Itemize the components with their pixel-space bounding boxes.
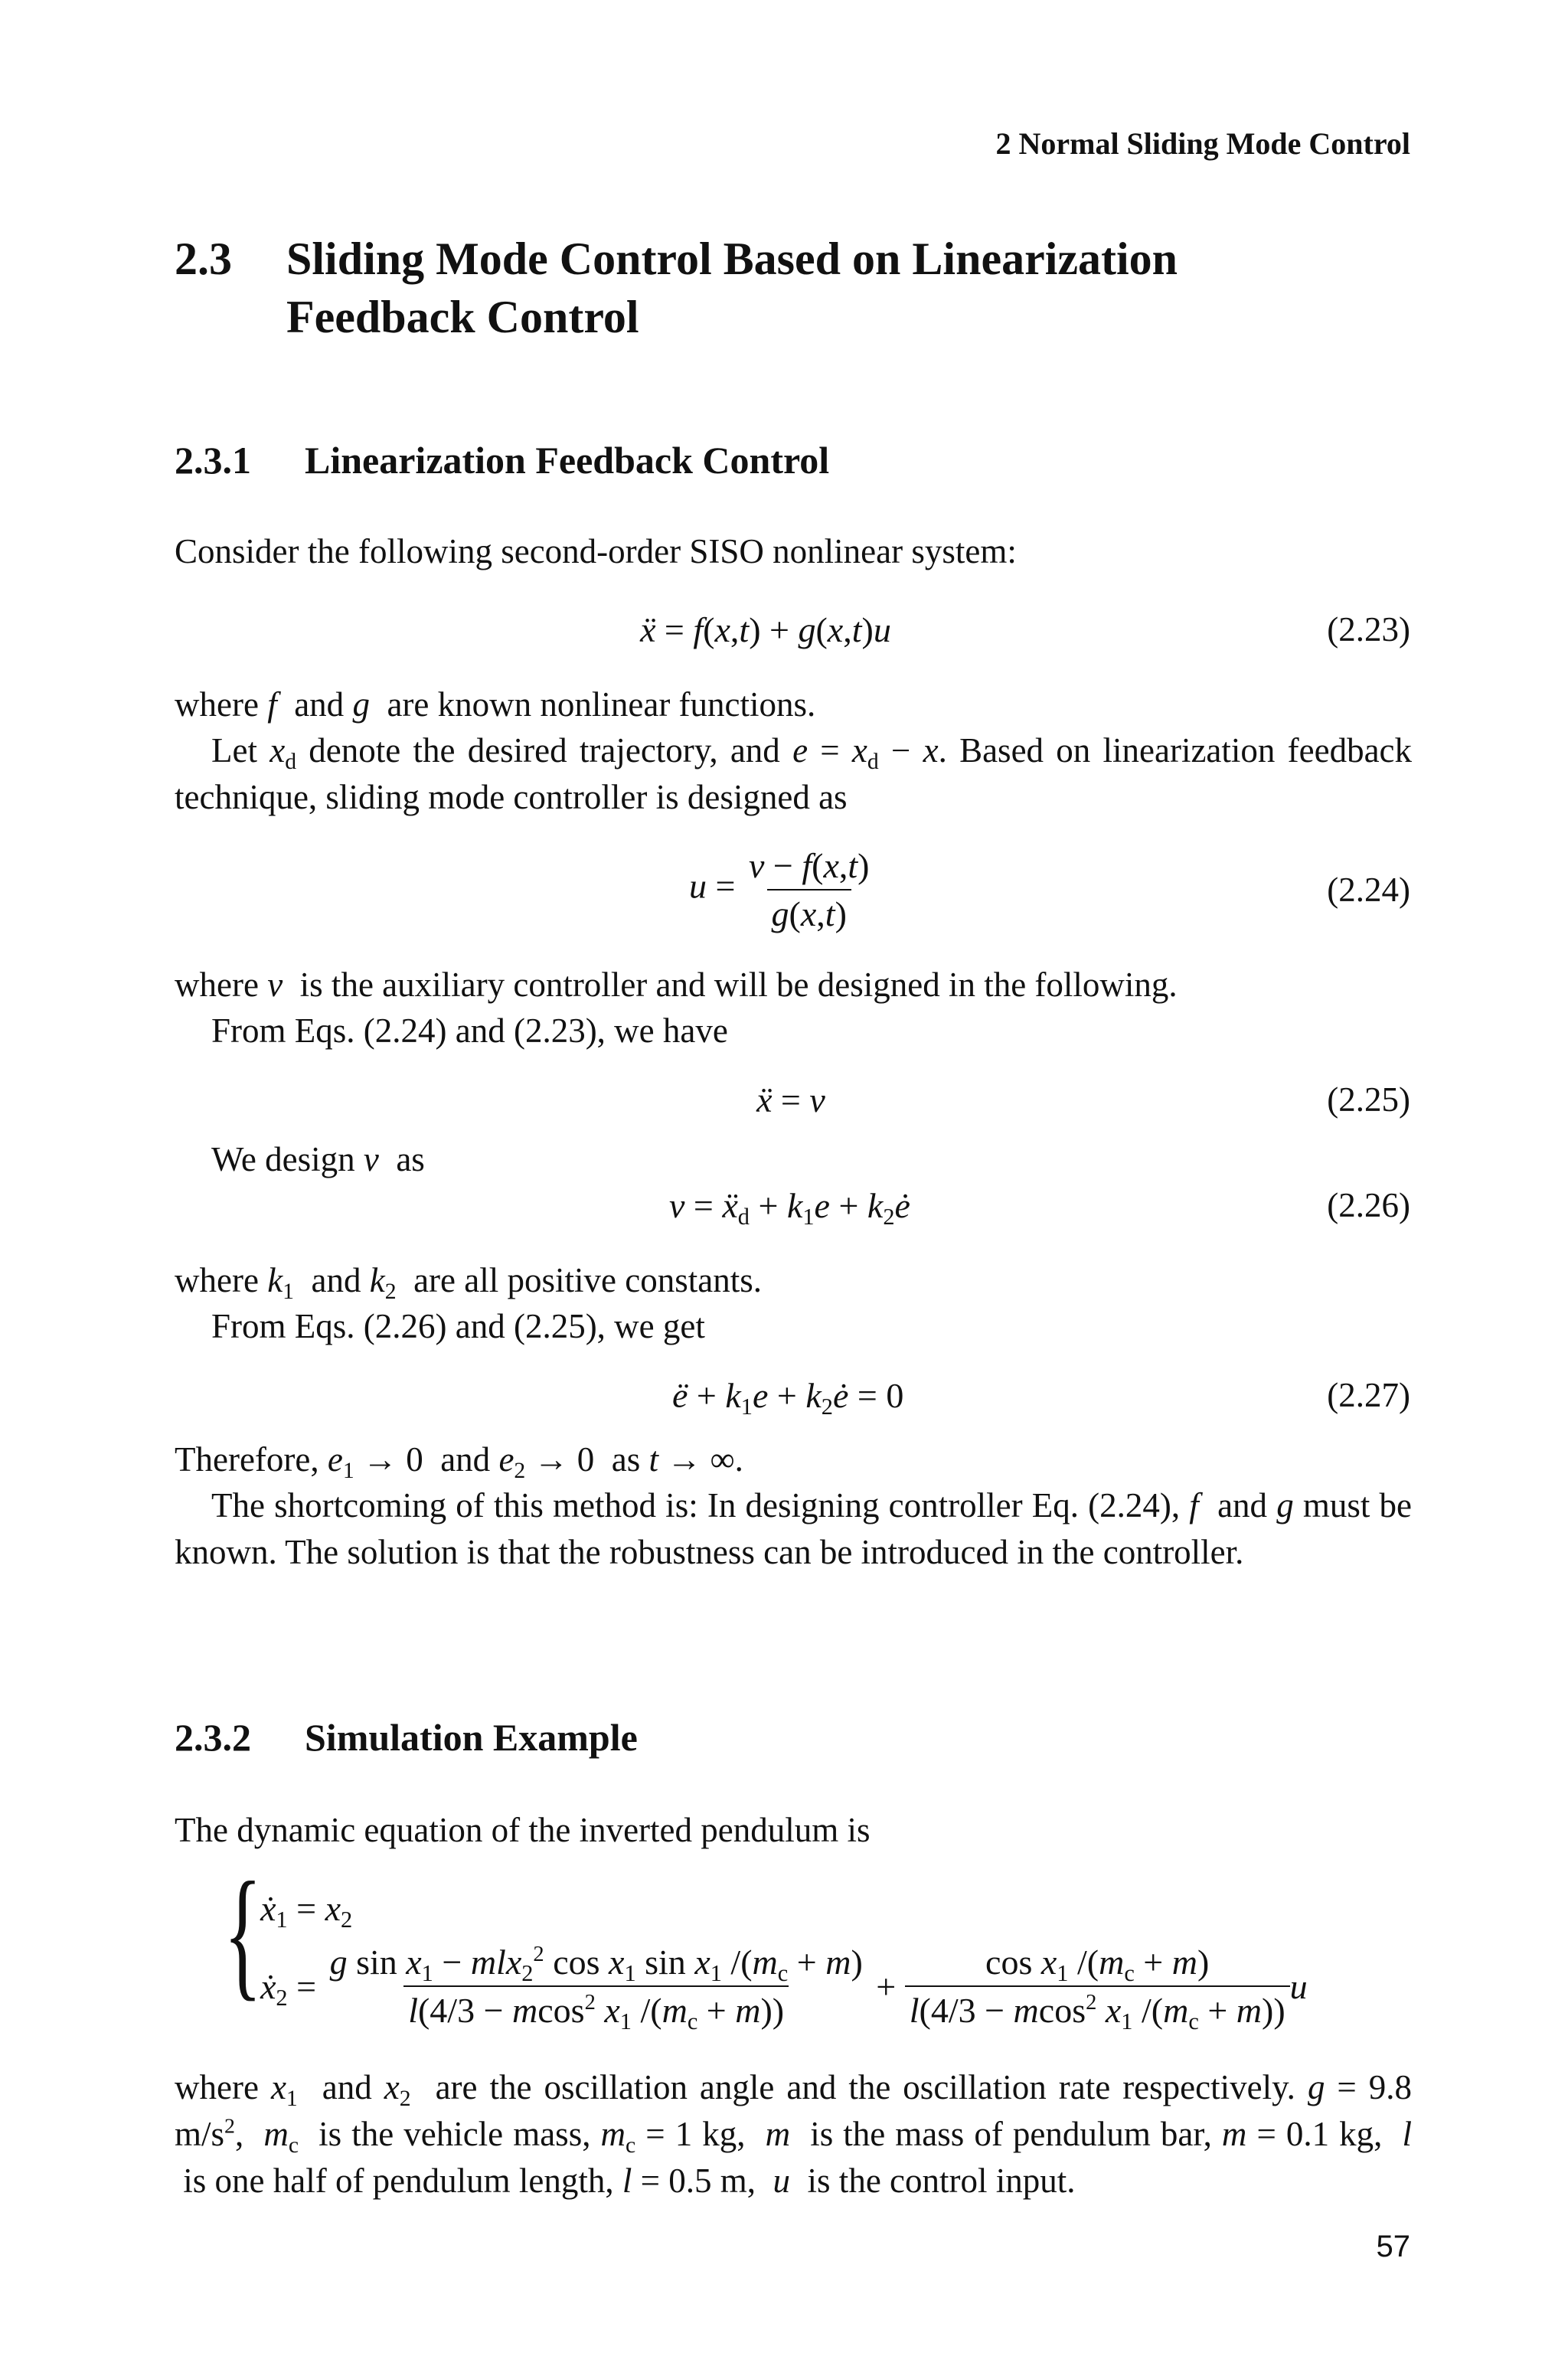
subsection-number: 2.3.2 bbox=[175, 1716, 251, 1759]
paragraph: where $x_1$ and $x_2$ are the oscillation angle and the oscillation rate respectively. g = 9.8 $m/s^2$, $m_c$ is the vehicle mass, $m_c = 1$ kg, m is the mass of pendulum bar, m = 0.1 kg, l is one half of pendulum length, l = 0.5 m, u is the control input. bbox=[175, 2068, 1413, 2200]
paragraph: Let $x_d$ denote the desired trajectory, and $e = x_d - x$. Based on linearization feedback technique, sliding mode controller is designed as bbox=[175, 731, 1413, 816]
equation-x1-dot: ẋ$_1$ = $x_2$ bbox=[260, 1889, 353, 1933]
subsection-title: Linearization Feedback Control bbox=[305, 439, 830, 482]
section-title-line2: Feedback Control bbox=[286, 292, 639, 342]
paragraph: where f and g are known nonlinear functions. bbox=[175, 685, 816, 724]
equation-number: (2.23) bbox=[1327, 610, 1410, 649]
equation-2-27: ë + $k_1e$ + $k_2ė = 0$ bbox=[672, 1376, 904, 1420]
equation-2-26: v = ẍ$_d$ + $k_1e$ + $k_2ė$ bbox=[669, 1186, 910, 1230]
paragraph: where $k_1$ and $k_2$ are all positive constants. bbox=[175, 1261, 762, 1304]
section-title-line1: Sliding Mode Control Based on Linearization bbox=[286, 234, 1178, 284]
equation-2-24: u = $\frac{v - f(x,t)}{g(x,t)}$ bbox=[689, 846, 870, 933]
paragraph: From Eqs. (2.26) and (2.25), we get bbox=[211, 1307, 705, 1345]
section-number: 2.3 bbox=[175, 234, 232, 284]
left-brace: { bbox=[224, 1853, 263, 2014]
paragraph: Therefore, $e_1 \to 0$ and $e_2 \to 0$ as t → ∞. bbox=[175, 1440, 743, 1483]
equation-number: (2.25) bbox=[1327, 1080, 1410, 1119]
equation-x2-dot: ẋ$_2$ = $\frac{g \sin x_1 - mlx_2^2 \cos x_1 \sin x_1 /(m_c + m)}{l(4/3 - mcos^2 x_1 /(m_c + m))}$ + $\frac{\cos x_1 /(m_c + m)}{l(4/3 - mcos^2 x_1 /(m_c + m))}$ u bbox=[260, 1942, 1308, 2035]
paragraph: The shortcoming of this method is: In designing controller Eq. (2.24), f and g must be known. The solution is that the robustness can be introduced in the controller. bbox=[175, 1486, 1413, 1571]
equation-number: (2.27) bbox=[1327, 1376, 1410, 1414]
equation-2-23: ẍ = f(x,t) + g(x,t)u bbox=[640, 610, 891, 649]
paragraph: Consider the following second-order SISO nonlinear system: bbox=[175, 532, 1017, 570]
paragraph: From Eqs. (2.24) and (2.23), we have bbox=[211, 1011, 728, 1050]
subsection-number: 2.3.1 bbox=[175, 439, 251, 482]
paragraph: The dynamic equation of the inverted pendulum is bbox=[175, 1811, 871, 1849]
subsection-title: Simulation Example bbox=[305, 1716, 638, 1759]
equation-number: (2.26) bbox=[1327, 1186, 1410, 1224]
paragraph: where v is the auxiliary controller and will be designed in the following. bbox=[175, 966, 1178, 1004]
equation-2-25: ẍ = v bbox=[756, 1080, 825, 1119]
paragraph: We design v as bbox=[211, 1140, 425, 1178]
page-number: 57 bbox=[1376, 2230, 1410, 2263]
running-head: 2 Normal Sliding Mode Control bbox=[995, 126, 1410, 161]
equation-number: (2.24) bbox=[1327, 871, 1410, 909]
